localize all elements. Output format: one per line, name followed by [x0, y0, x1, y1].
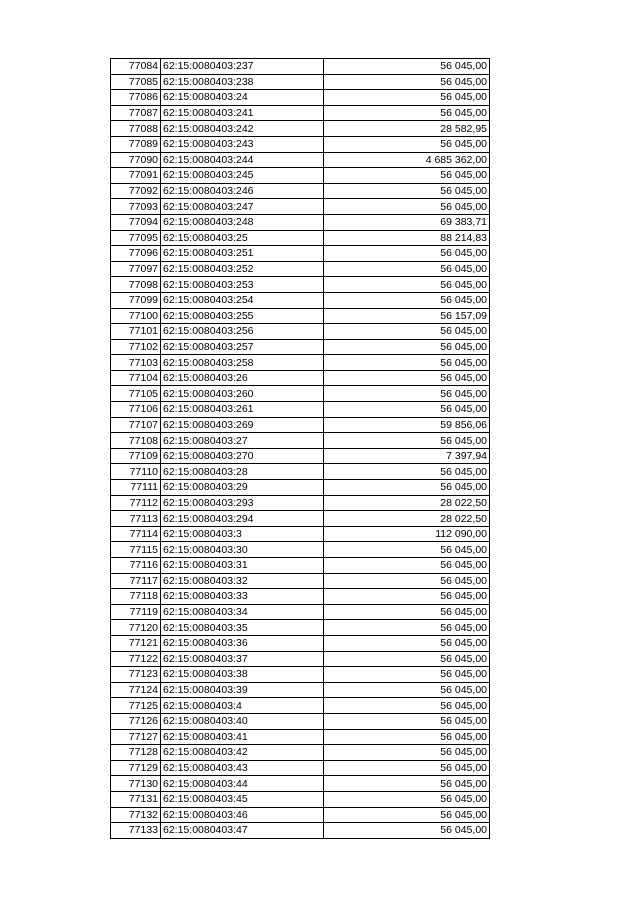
row-number-cell: 77107 [111, 417, 161, 433]
amount-cell: 56 045,00 [324, 464, 490, 480]
amount-cell: 56 045,00 [324, 277, 490, 293]
cadastral-number-cell: 62:15:0080403:253 [161, 277, 324, 293]
amount-cell: 56 045,00 [324, 261, 490, 277]
amount-cell: 56 045,00 [324, 573, 490, 589]
amount-cell: 56 045,00 [324, 324, 490, 340]
row-number-cell: 77091 [111, 168, 161, 184]
cadastral-number-cell: 62:15:0080403:257 [161, 339, 324, 355]
table-row [111, 667, 490, 683]
cadastral-number-cell: 62:15:0080403:33 [161, 589, 324, 605]
table-row [111, 589, 490, 605]
cadastral-number-cell: 62:15:0080403:34 [161, 604, 324, 620]
row-number-cell: 77096 [111, 246, 161, 262]
cadastral-number-cell: 62:15:0080403:252 [161, 261, 324, 277]
table-row [111, 90, 490, 106]
amount-cell: 56 045,00 [324, 386, 490, 402]
row-number-cell: 77106 [111, 402, 161, 418]
cadastral-number-cell: 62:15:0080403:45 [161, 791, 324, 807]
cadastral-number-cell: 62:15:0080403:40 [161, 713, 324, 729]
cadastral-number-cell: 62:15:0080403:238 [161, 74, 324, 90]
amount-cell: 56 045,00 [324, 589, 490, 605]
cadastral-number-cell: 62:15:0080403:29 [161, 480, 324, 496]
table-body [111, 59, 490, 839]
cadastral-number-cell: 62:15:0080403:27 [161, 433, 324, 449]
row-number-cell: 77094 [111, 214, 161, 230]
amount-cell: 56 045,00 [324, 402, 490, 418]
table-row [111, 480, 490, 496]
row-number-cell: 77130 [111, 776, 161, 792]
row-number-cell: 77116 [111, 558, 161, 574]
cadastral-number-cell: 62:15:0080403:44 [161, 776, 324, 792]
row-number-cell: 77085 [111, 74, 161, 90]
amount-cell: 56 045,00 [324, 729, 490, 745]
row-number-cell: 77133 [111, 823, 161, 839]
table-row [111, 214, 490, 230]
cadastral-number-cell: 62:15:0080403:244 [161, 152, 324, 168]
row-number-cell: 77103 [111, 355, 161, 371]
table-row [111, 511, 490, 527]
table-row [111, 464, 490, 480]
table-row [111, 370, 490, 386]
cadastral-number-cell: 62:15:0080403:39 [161, 682, 324, 698]
row-number-cell: 77121 [111, 635, 161, 651]
row-number-cell: 77092 [111, 183, 161, 199]
cadastral-number-cell: 62:15:0080403:24 [161, 90, 324, 106]
table-row [111, 745, 490, 761]
cadastral-number-cell: 62:15:0080403:4 [161, 698, 324, 714]
cadastral-number-cell: 62:15:0080403:28 [161, 464, 324, 480]
table-row [111, 105, 490, 121]
row-number-cell: 77099 [111, 292, 161, 308]
amount-cell: 56 045,00 [324, 183, 490, 199]
row-number-cell: 77114 [111, 526, 161, 542]
row-number-cell: 77115 [111, 542, 161, 558]
table-row [111, 635, 490, 651]
cadastral-number-cell: 62:15:0080403:261 [161, 402, 324, 418]
table-row [111, 542, 490, 558]
cadastral-number-cell: 62:15:0080403:31 [161, 558, 324, 574]
cadastral-number-cell: 62:15:0080403:294 [161, 511, 324, 527]
row-number-cell: 77111 [111, 480, 161, 496]
amount-cell: 56 045,00 [324, 339, 490, 355]
row-number-cell: 77086 [111, 90, 161, 106]
amount-cell: 56 045,00 [324, 355, 490, 371]
cadastral-number-cell: 62:15:0080403:258 [161, 355, 324, 371]
amount-cell: 28 022,50 [324, 511, 490, 527]
cadastral-number-cell: 62:15:0080403:25 [161, 230, 324, 246]
table-row [111, 74, 490, 90]
row-number-cell: 77132 [111, 807, 161, 823]
cadastral-number-cell: 62:15:0080403:30 [161, 542, 324, 558]
cadastral-number-cell: 62:15:0080403:47 [161, 823, 324, 839]
amount-cell: 56 045,00 [324, 199, 490, 215]
table-row [111, 308, 490, 324]
cadastral-number-cell: 62:15:0080403:26 [161, 370, 324, 386]
row-number-cell: 77125 [111, 698, 161, 714]
table-row [111, 713, 490, 729]
table-row [111, 698, 490, 714]
table-row [111, 402, 490, 418]
row-number-cell: 77109 [111, 448, 161, 464]
amount-cell: 56 045,00 [324, 59, 490, 75]
row-number-cell: 77087 [111, 105, 161, 121]
amount-cell: 56 045,00 [324, 74, 490, 90]
row-number-cell: 77095 [111, 230, 161, 246]
table-row [111, 324, 490, 340]
table-row [111, 136, 490, 152]
row-number-cell: 77104 [111, 370, 161, 386]
amount-cell: 7 397,94 [324, 448, 490, 464]
table-row [111, 339, 490, 355]
cadastral-table [110, 58, 490, 839]
cadastral-number-cell: 62:15:0080403:237 [161, 59, 324, 75]
row-number-cell: 77084 [111, 59, 161, 75]
cadastral-number-cell: 62:15:0080403:260 [161, 386, 324, 402]
cadastral-number-cell: 62:15:0080403:254 [161, 292, 324, 308]
cadastral-number-cell: 62:15:0080403:46 [161, 807, 324, 823]
cadastral-number-cell: 62:15:0080403:241 [161, 105, 324, 121]
amount-cell: 56 045,00 [324, 433, 490, 449]
row-number-cell: 77102 [111, 339, 161, 355]
amount-cell: 56 045,00 [324, 105, 490, 121]
table-row [111, 277, 490, 293]
row-number-cell: 77108 [111, 433, 161, 449]
amount-cell: 56 045,00 [324, 292, 490, 308]
cadastral-number-cell: 62:15:0080403:42 [161, 745, 324, 761]
amount-cell: 56 045,00 [324, 620, 490, 636]
table-row [111, 807, 490, 823]
amount-cell: 56 045,00 [324, 604, 490, 620]
cadastral-number-cell: 62:15:0080403:247 [161, 199, 324, 215]
amount-cell: 56 045,00 [324, 480, 490, 496]
row-number-cell: 77089 [111, 136, 161, 152]
cadastral-number-cell: 62:15:0080403:293 [161, 495, 324, 511]
table-row [111, 417, 490, 433]
amount-cell: 28 022,50 [324, 495, 490, 511]
cadastral-number-cell: 62:15:0080403:243 [161, 136, 324, 152]
amount-cell: 56 045,00 [324, 776, 490, 792]
table-row [111, 495, 490, 511]
amount-cell: 56 045,00 [324, 246, 490, 262]
row-number-cell: 77113 [111, 511, 161, 527]
amount-cell: 59 856,06 [324, 417, 490, 433]
row-number-cell: 77112 [111, 495, 161, 511]
amount-cell: 56 045,00 [324, 823, 490, 839]
amount-cell: 56 045,00 [324, 682, 490, 698]
row-number-cell: 77088 [111, 121, 161, 137]
row-number-cell: 77110 [111, 464, 161, 480]
table-row [111, 246, 490, 262]
amount-cell: 56 045,00 [324, 698, 490, 714]
row-number-cell: 77093 [111, 199, 161, 215]
cadastral-number-cell: 62:15:0080403:43 [161, 760, 324, 776]
row-number-cell: 77127 [111, 729, 161, 745]
table-row [111, 620, 490, 636]
amount-cell: 56 045,00 [324, 168, 490, 184]
table-row [111, 448, 490, 464]
amount-cell: 56 045,00 [324, 667, 490, 683]
table-row [111, 791, 490, 807]
amount-cell: 112 090,00 [324, 526, 490, 542]
cadastral-number-cell: 62:15:0080403:256 [161, 324, 324, 340]
amount-cell: 56 045,00 [324, 760, 490, 776]
row-number-cell: 77120 [111, 620, 161, 636]
row-number-cell: 77123 [111, 667, 161, 683]
row-number-cell: 77105 [111, 386, 161, 402]
amount-cell: 56 045,00 [324, 542, 490, 558]
amount-cell: 56 045,00 [324, 558, 490, 574]
amount-cell: 69 383,71 [324, 214, 490, 230]
table-row [111, 682, 490, 698]
row-number-cell: 77128 [111, 745, 161, 761]
amount-cell: 56 045,00 [324, 791, 490, 807]
cadastral-number-cell: 62:15:0080403:38 [161, 667, 324, 683]
row-number-cell: 77090 [111, 152, 161, 168]
cadastral-number-cell: 62:15:0080403:248 [161, 214, 324, 230]
cadastral-number-cell: 62:15:0080403:242 [161, 121, 324, 137]
row-number-cell: 77119 [111, 604, 161, 620]
cadastral-number-cell: 62:15:0080403:270 [161, 448, 324, 464]
table-row [111, 651, 490, 667]
row-number-cell: 77098 [111, 277, 161, 293]
amount-cell: 56 045,00 [324, 651, 490, 667]
table-row [111, 573, 490, 589]
amount-cell: 56 045,00 [324, 745, 490, 761]
cadastral-number-cell: 62:15:0080403:35 [161, 620, 324, 636]
table-row [111, 59, 490, 75]
cadastral-number-cell: 62:15:0080403:251 [161, 246, 324, 262]
table-row [111, 183, 490, 199]
amount-cell: 56 157,09 [324, 308, 490, 324]
cadastral-number-cell: 62:15:0080403:41 [161, 729, 324, 745]
table-row [111, 526, 490, 542]
table-row [111, 230, 490, 246]
amount-cell: 56 045,00 [324, 136, 490, 152]
table-row [111, 823, 490, 839]
row-number-cell: 77100 [111, 308, 161, 324]
row-number-cell: 77117 [111, 573, 161, 589]
row-number-cell: 77101 [111, 324, 161, 340]
table-row [111, 386, 490, 402]
amount-cell: 56 045,00 [324, 370, 490, 386]
table-row [111, 760, 490, 776]
table-row [111, 168, 490, 184]
cadastral-number-cell: 62:15:0080403:36 [161, 635, 324, 651]
amount-cell: 56 045,00 [324, 713, 490, 729]
table-row [111, 604, 490, 620]
table-row [111, 152, 490, 168]
row-number-cell: 77124 [111, 682, 161, 698]
cadastral-number-cell: 62:15:0080403:37 [161, 651, 324, 667]
row-number-cell: 77131 [111, 791, 161, 807]
row-number-cell: 77129 [111, 760, 161, 776]
table-row [111, 558, 490, 574]
amount-cell: 88 214,83 [324, 230, 490, 246]
amount-cell: 56 045,00 [324, 90, 490, 106]
amount-cell: 4 685 362,00 [324, 152, 490, 168]
row-number-cell: 77122 [111, 651, 161, 667]
table-row [111, 199, 490, 215]
cadastral-number-cell: 62:15:0080403:245 [161, 168, 324, 184]
cadastral-number-cell: 62:15:0080403:3 [161, 526, 324, 542]
table-row [111, 261, 490, 277]
row-number-cell: 77118 [111, 589, 161, 605]
row-number-cell: 77097 [111, 261, 161, 277]
cadastral-number-cell: 62:15:0080403:269 [161, 417, 324, 433]
row-number-cell: 77126 [111, 713, 161, 729]
amount-cell: 56 045,00 [324, 807, 490, 823]
amount-cell: 28 582,95 [324, 121, 490, 137]
table-row [111, 121, 490, 137]
table-row [111, 776, 490, 792]
cadastral-number-cell: 62:15:0080403:246 [161, 183, 324, 199]
cadastral-number-cell: 62:15:0080403:32 [161, 573, 324, 589]
table-row [111, 292, 490, 308]
amount-cell: 56 045,00 [324, 635, 490, 651]
table-row [111, 433, 490, 449]
table-row [111, 729, 490, 745]
cadastral-number-cell: 62:15:0080403:255 [161, 308, 324, 324]
table-row [111, 355, 490, 371]
